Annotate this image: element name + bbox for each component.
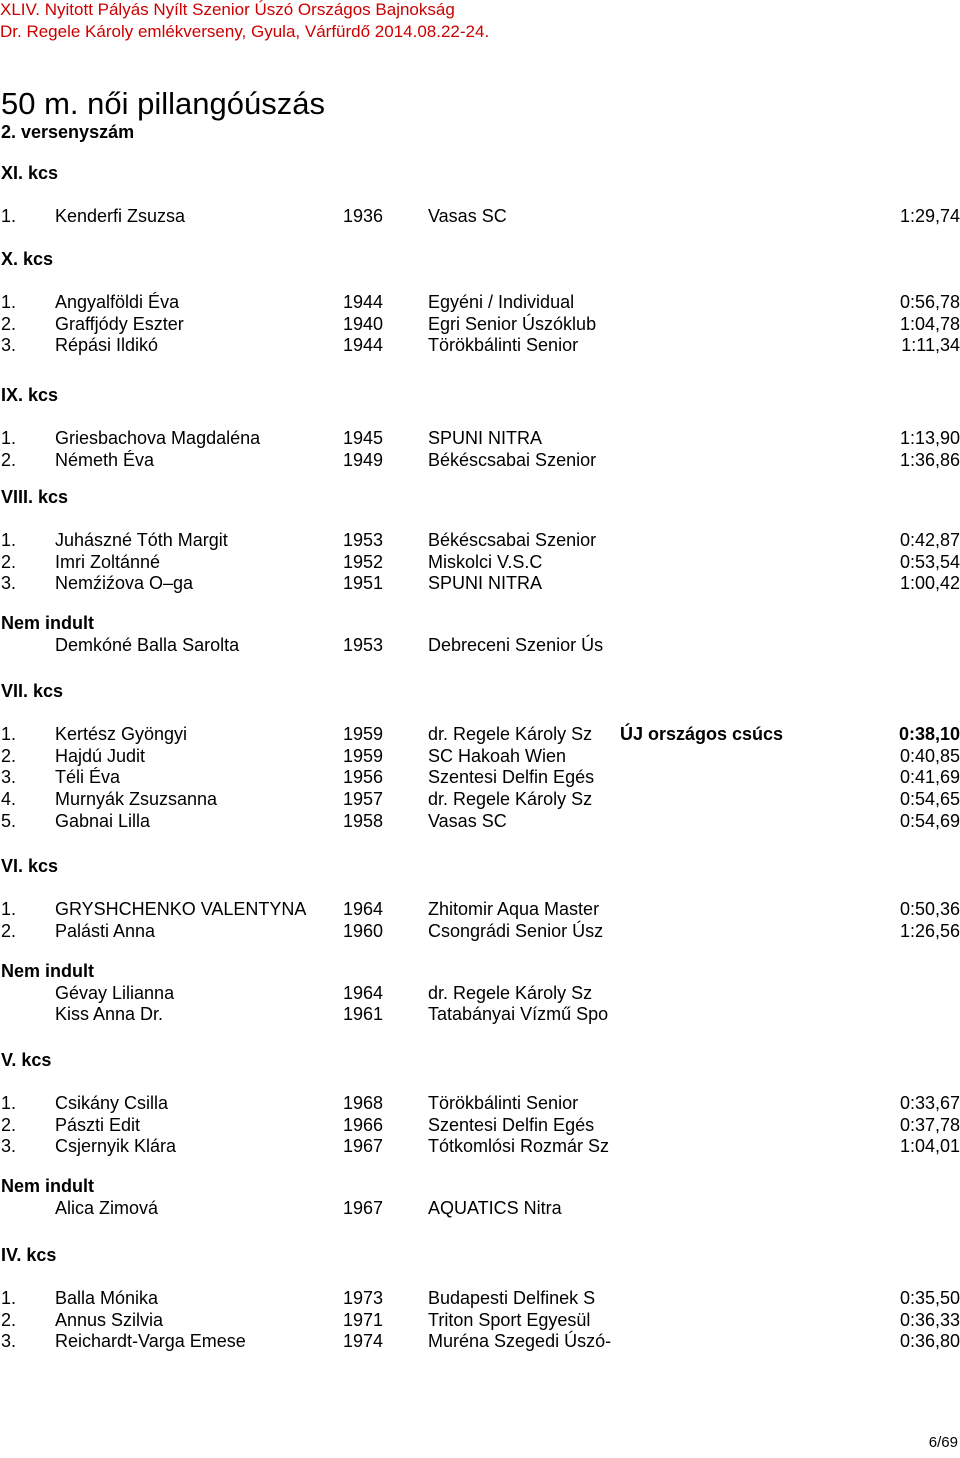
birth-year: 1967 [343, 1198, 384, 1218]
swimmer-name: Kenderfi Zsuzsa [55, 206, 186, 226]
result-rank: 2. [1, 1115, 17, 1135]
result-rank: 1. [1, 724, 17, 744]
birth-year: 1967 [343, 1136, 384, 1156]
club-name: SPUNI NITRA [428, 428, 543, 448]
birth-year: 1959 [343, 746, 384, 766]
result-row [0, 1330, 960, 1352]
record-note: ÚJ országos csúcs [620, 724, 784, 744]
category-label: VIII. kcs [1, 487, 69, 507]
swimmer-name: Angyalföldi Éva [55, 292, 180, 312]
swimmer-name: Gabnai Lilla [55, 811, 151, 831]
club-name: Tótkomlósi Rozmár Sz [428, 1136, 610, 1156]
result-rank: 1. [1, 530, 17, 550]
swimmer-name: Csikány Csilla [55, 1093, 169, 1113]
result-rank: 2. [1, 314, 17, 334]
swimmer-name: Németh Éva [55, 450, 155, 470]
event-number: 2. versenyszám [1, 122, 135, 142]
category-label: IX. kcs [1, 385, 59, 405]
club-name: Törökbálinti Senior [428, 335, 579, 355]
swimmer-name: Graffjódy Eszter [55, 314, 184, 334]
result-rank: 1. [1, 206, 17, 226]
result-time: 0:50,36 [899, 899, 960, 919]
result-row [0, 745, 960, 767]
result-rank: 1. [1, 1288, 17, 1308]
result-time: 1:13,90 [899, 428, 960, 448]
club-name: Békéscsabai Szenior [428, 450, 597, 470]
club-name: AQUATICS Nitra [428, 1198, 562, 1218]
result-time: 0:56,78 [899, 292, 960, 312]
result-rank: 1. [1, 1093, 17, 1113]
birth-year: 1958 [343, 811, 384, 831]
club-name: Budapesti Delfinek S [428, 1288, 596, 1308]
birth-year: 1956 [343, 767, 384, 787]
result-rank: 1. [1, 899, 17, 919]
club-name: SC Hakoah Wien [428, 746, 567, 766]
result-row [0, 529, 960, 551]
birth-year: 1949 [343, 450, 384, 470]
swimmer-name: Imri Zoltánné [55, 552, 161, 572]
birth-year: 1952 [343, 552, 384, 572]
result-time: 0:54,69 [899, 811, 960, 831]
result-rank: 4. [1, 789, 17, 809]
result-row [0, 810, 960, 832]
club-name: Miskolci V.S.C [428, 552, 543, 572]
dns-row [0, 982, 960, 1004]
club-name: Tatabányai Vízmű Spo [428, 1004, 609, 1024]
page-number: 6/69 [928, 1434, 958, 1451]
result-row [0, 1092, 960, 1114]
result-rank: 1. [1, 292, 17, 312]
swimmer-name: Téli Éva [55, 767, 121, 787]
result-row [0, 205, 960, 227]
category-label: VII. kcs [1, 681, 64, 701]
club-name: Vasas SC [428, 206, 507, 226]
result-row [0, 427, 960, 449]
result-time: 1:11,34 [901, 335, 960, 355]
result-time: 1:36,86 [899, 450, 960, 470]
club-name: Csongrádi Senior Úsz [428, 921, 604, 941]
result-time: 1:00,42 [899, 573, 960, 593]
dns-row [0, 1197, 960, 1219]
club-name: Szentesi Delfin Egés [428, 767, 595, 787]
did-not-start-label: Nem indult [1, 1176, 94, 1196]
swimmer-name: Murnyák Zsuzsanna [55, 789, 218, 809]
result-row [0, 1287, 960, 1309]
swimmer-name: Gévay Lilianna [55, 983, 175, 1003]
result-rank: 5. [1, 811, 17, 831]
result-rank: 3. [1, 1136, 17, 1156]
swimmer-name: Nemźiźova O–ga [55, 573, 194, 593]
did-not-start-label: Nem indult [1, 961, 94, 981]
birth-year: 1957 [343, 789, 384, 809]
result-time: 1:04,01 [899, 1136, 960, 1156]
result-time: 0:54,65 [899, 789, 960, 809]
result-time: 1:26,56 [899, 921, 960, 941]
result-rank: 2. [1, 921, 17, 941]
club-name: Triton Sport Egyesül [428, 1310, 591, 1330]
swimmer-name: Csjernyik Klára [55, 1136, 177, 1156]
club-name: SPUNI NITRA [428, 573, 543, 593]
swimmer-name: Palásti Anna [55, 921, 156, 941]
result-row [0, 1114, 960, 1136]
result-time: 0:53,54 [899, 552, 960, 572]
result-time: 1:29,74 [899, 206, 960, 226]
result-row [0, 898, 960, 920]
birth-year: 1974 [343, 1331, 384, 1351]
did-not-start-label: Nem indult [1, 613, 94, 633]
birth-year: 1940 [343, 314, 384, 334]
club-name: Muréna Szegedi Úszó- [428, 1331, 612, 1351]
swimmer-name: Griesbachova Magdaléna [55, 428, 261, 448]
swimmer-name: Juhászné Tóth Margit [55, 530, 228, 550]
result-time: 0:42,87 [899, 530, 960, 550]
birth-year: 1971 [343, 1310, 384, 1330]
birth-year: 1944 [343, 335, 384, 355]
result-time: 1:04,78 [899, 314, 960, 334]
result-rank: 2. [1, 450, 17, 470]
birth-year: 1945 [343, 428, 384, 448]
club-name: Debreceni Szenior Ús [428, 635, 604, 655]
header-line-2: Dr. Regele Károly emlékverseny, Gyula, Várfürdő 2014.08.22-24. [0, 22, 490, 41]
swimmer-name: Pászti Edit [55, 1115, 141, 1135]
category-label: VI. kcs [1, 856, 59, 876]
birth-year: 1966 [343, 1115, 384, 1135]
swimmer-name: Annus Szilvia [55, 1310, 164, 1330]
result-rank: 1. [1, 428, 17, 448]
category-label: XI. kcs [1, 163, 59, 183]
result-row [0, 334, 960, 356]
swimmer-name: Alica Zimová [55, 1198, 159, 1218]
result-row [0, 449, 960, 471]
club-name: Vasas SC [428, 811, 507, 831]
result-time: 0:41,69 [899, 767, 960, 787]
birth-year: 1964 [343, 899, 384, 919]
birth-year: 1960 [343, 921, 384, 941]
result-time: 0:33,67 [899, 1093, 960, 1113]
result-time: 0:37,78 [899, 1115, 960, 1135]
club-name: Egri Senior Úszóklub [428, 314, 597, 334]
event-title: 50 m. női pillangóúszás [1, 86, 325, 121]
birth-year: 1961 [343, 1004, 384, 1024]
birth-year: 1968 [343, 1093, 384, 1113]
result-row [0, 572, 960, 594]
club-name: Békéscsabai Szenior [428, 530, 597, 550]
dns-row [0, 1003, 960, 1025]
birth-year: 1936 [343, 206, 384, 226]
club-name: dr. Regele Károly Sz [428, 983, 593, 1003]
club-name: Törökbálinti Senior [428, 1093, 579, 1113]
swimmer-name: Hajdú Judit [55, 746, 146, 766]
result-rank: 3. [1, 573, 17, 593]
swimmer-name: Demkóné Balla Sarolta [55, 635, 240, 655]
result-row [0, 766, 960, 788]
category-label: IV. kcs [1, 1245, 57, 1265]
birth-year: 1953 [343, 635, 384, 655]
category-label: X. kcs [1, 249, 54, 269]
club-name: Egyéni / Individual [428, 292, 575, 312]
result-row [0, 723, 960, 745]
result-row [0, 1309, 960, 1331]
swimmer-name: Reichardt-Varga Emese [55, 1331, 246, 1351]
category-label: V. kcs [1, 1050, 52, 1070]
dns-row [0, 634, 960, 656]
birth-year: 1953 [343, 530, 384, 550]
club-name: Szentesi Delfin Egés [428, 1115, 595, 1135]
birth-year: 1959 [343, 724, 384, 744]
result-row [0, 920, 960, 942]
birth-year: 1951 [343, 573, 384, 593]
result-row [0, 1135, 960, 1157]
result-row [0, 291, 960, 313]
birth-year: 1973 [343, 1288, 384, 1308]
result-rank: 2. [1, 552, 17, 572]
result-rank: 3. [1, 335, 17, 355]
swimmer-name: GRYSHCHENKO VALENTYNA [55, 899, 307, 919]
club-name: dr. Regele Károly Sz [428, 724, 593, 744]
result-rank: 3. [1, 767, 17, 787]
birth-year: 1964 [343, 983, 384, 1003]
swimmer-name: Répási Ildikó [55, 335, 159, 355]
result-rank: 2. [1, 746, 17, 766]
birth-year: 1944 [343, 292, 384, 312]
result-rank: 3. [1, 1331, 17, 1351]
result-row [0, 551, 960, 573]
result-time: 0:36,80 [899, 1331, 960, 1351]
header-line-1: XLIV. Nyitott Pályás Nyílt Szenior Úszó Országos Bajnokság [0, 0, 455, 19]
swimmer-name: Balla Mónika [55, 1288, 159, 1308]
result-time: 0:40,85 [899, 746, 960, 766]
result-time: 0:38,10 [898, 724, 960, 744]
result-time: 0:36,33 [899, 1310, 960, 1330]
result-row [0, 788, 960, 810]
swimmer-name: Kiss Anna Dr. [55, 1004, 164, 1024]
club-name: Zhitomir Aqua Master [428, 899, 600, 919]
club-name: dr. Regele Károly Sz [428, 789, 593, 809]
result-time: 0:35,50 [899, 1288, 960, 1308]
result-row [0, 313, 960, 335]
result-rank: 2. [1, 1310, 17, 1330]
swimmer-name: Kertész Gyöngyi [55, 724, 188, 744]
